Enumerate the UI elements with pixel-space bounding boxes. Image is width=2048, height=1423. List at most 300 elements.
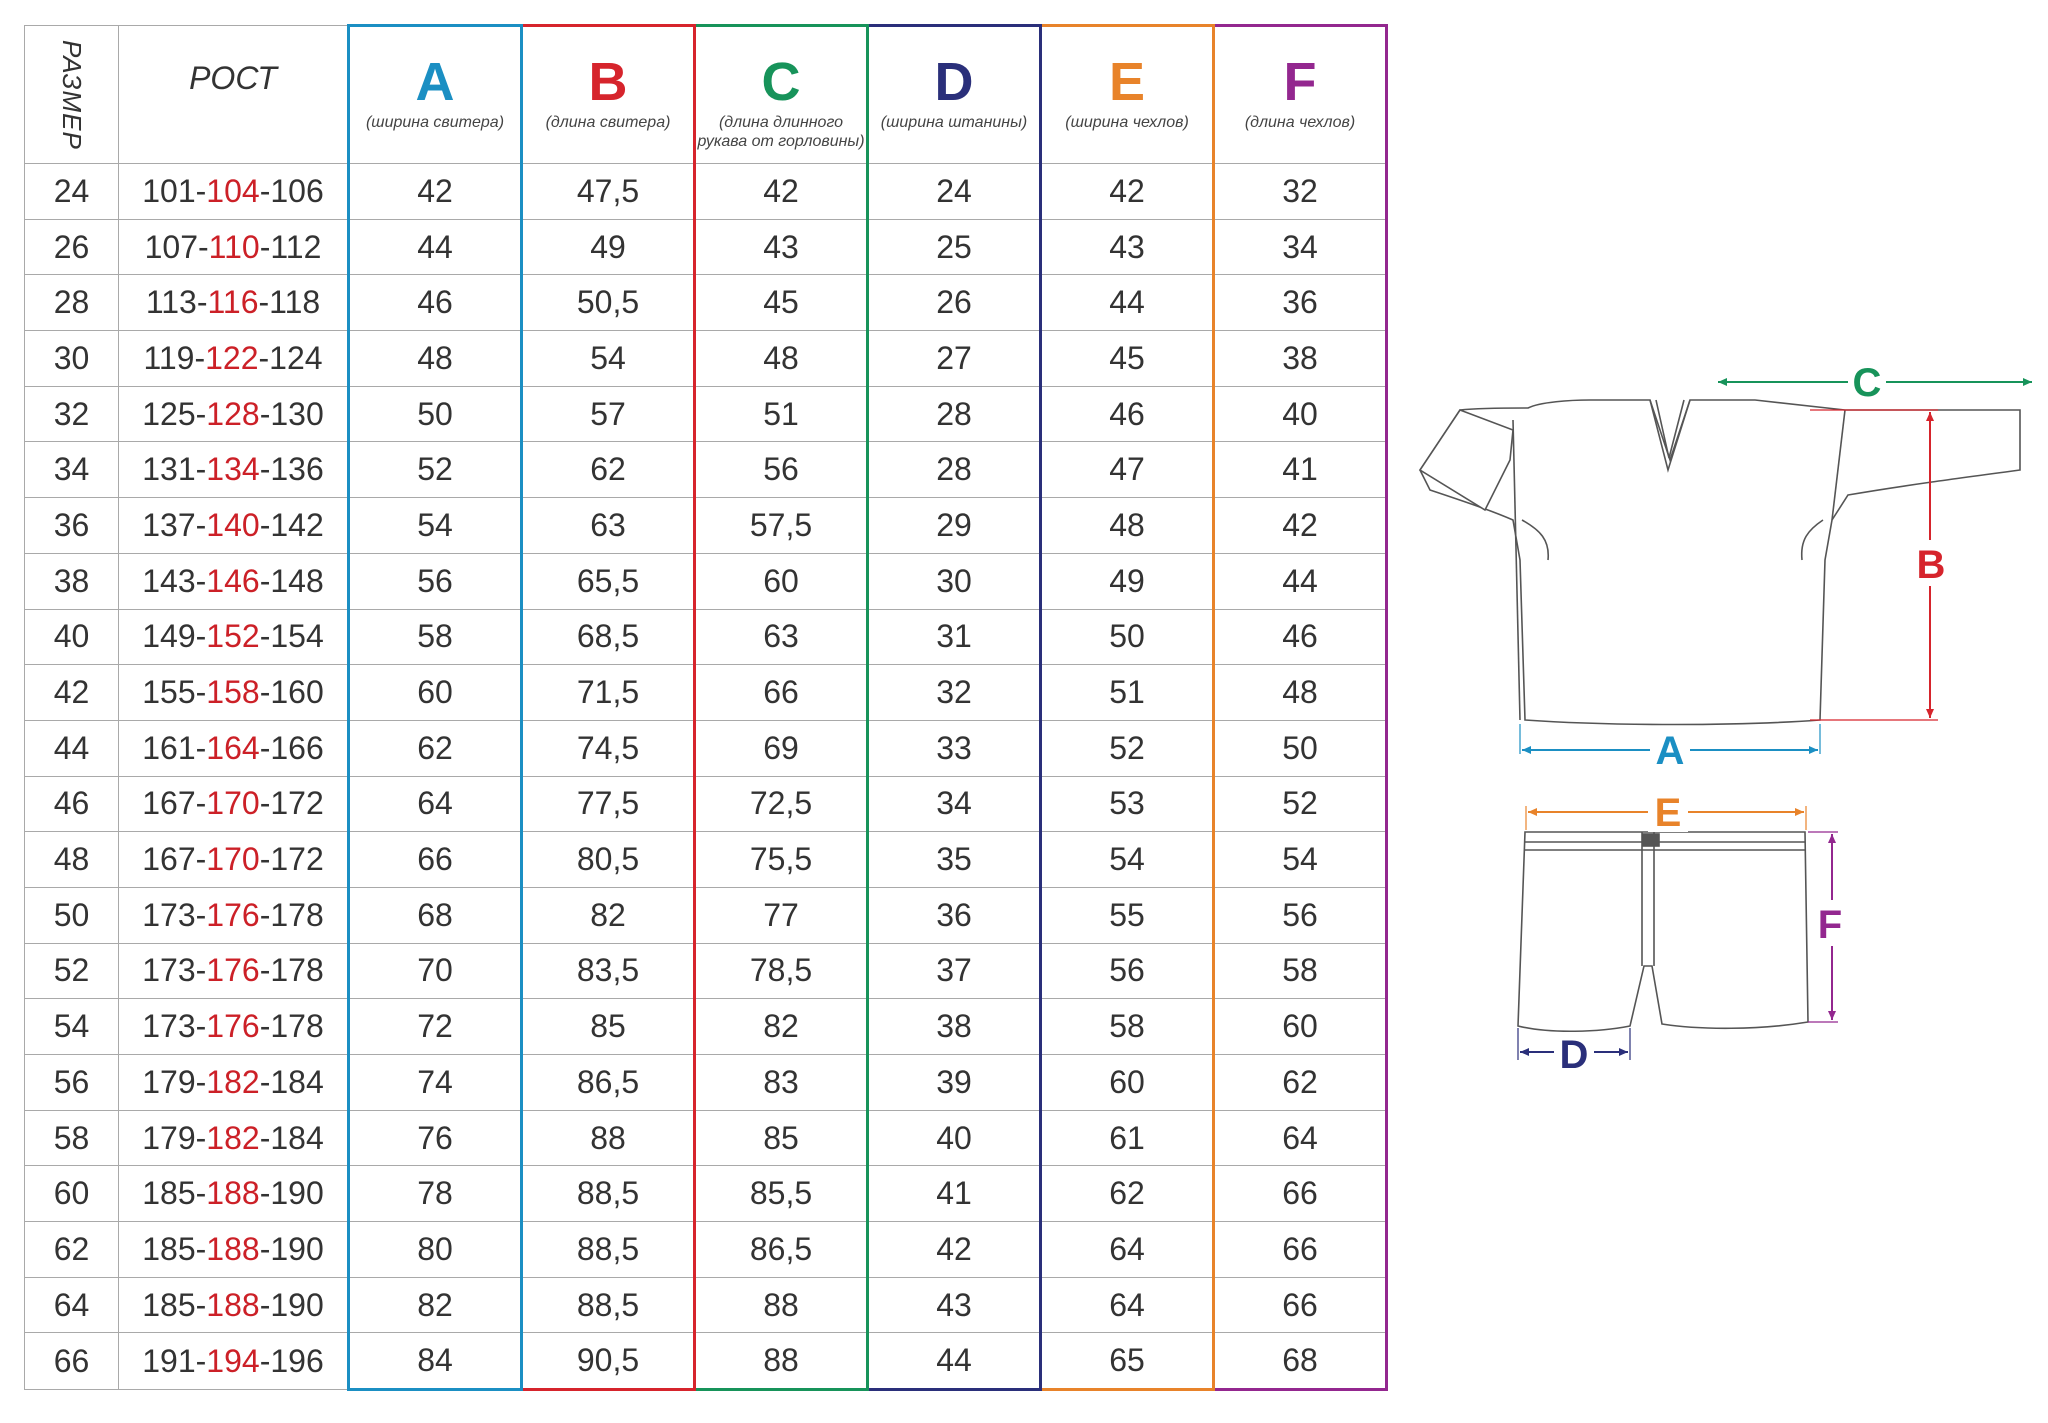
height-dash: - (195, 618, 207, 655)
measure-c-cell: 85 (695, 1110, 868, 1166)
measure-e-cell: 53 (1041, 776, 1214, 832)
column-letter-f: F (1283, 52, 1317, 112)
measure-c-cell: 56 (695, 442, 868, 498)
height-cell (119, 498, 349, 554)
height-mid: 122 (205, 339, 259, 376)
height-mid: 176 (206, 952, 260, 989)
measure-b-cell: 85 (522, 999, 695, 1055)
table-row (25, 219, 1387, 275)
size-cell: 24 (25, 164, 119, 220)
size-cell: 30 (25, 331, 119, 387)
measure-b-cell: 82 (522, 887, 695, 943)
height-dash: - (195, 1063, 207, 1100)
height-mid: 176 (206, 896, 260, 933)
column-note-c: (длина длинного рукава от горловины) (697, 114, 865, 150)
measure-b-cell: 50,5 (522, 275, 695, 331)
size-cell: 64 (25, 1277, 119, 1333)
label-e: E (1654, 791, 1682, 835)
height-dash: - (195, 1008, 207, 1045)
measure-b-cell: 88,5 (522, 1222, 695, 1278)
height-mid: 182 (206, 1063, 260, 1100)
measure-b-cell: 65,5 (522, 553, 695, 609)
height-mid: 188 (206, 1286, 260, 1323)
measure-f-cell: 41 (1214, 442, 1387, 498)
height-max: 190 (270, 1175, 324, 1212)
measure-d-cell: 27 (868, 331, 1041, 387)
measure-e-cell: 52 (1041, 720, 1214, 776)
height-dash: - (259, 841, 271, 878)
measure-d-cell: 28 (868, 442, 1041, 498)
measure-c-cell: 85,5 (695, 1166, 868, 1222)
measure-a-cell: 80 (349, 1222, 522, 1278)
height-mid: 146 (206, 562, 260, 599)
height-mid: 104 (206, 172, 260, 209)
measure-c-cell: 69 (695, 720, 868, 776)
measure-d-cell: 37 (868, 943, 1041, 999)
measure-d-cell: 24 (868, 164, 1041, 220)
height-dash: - (259, 228, 271, 265)
height-min: 185 (142, 1175, 196, 1212)
label-d: D (1559, 1033, 1589, 1077)
table-row (25, 386, 1387, 442)
measure-a-cell: 58 (349, 609, 522, 665)
measure-e-cell: 51 (1041, 665, 1214, 721)
height-mid: 140 (206, 506, 260, 543)
height-dash: - (195, 395, 207, 432)
table-body (25, 164, 1387, 1390)
height-cell (119, 1055, 349, 1111)
column-header-b (522, 26, 695, 164)
height-mid: 182 (206, 1119, 260, 1156)
height-min: 149 (142, 618, 196, 655)
height-cell (119, 219, 349, 275)
height-dash: - (259, 562, 271, 599)
measure-f-cell: 52 (1214, 776, 1387, 832)
measure-d-cell: 42 (868, 1222, 1041, 1278)
size-cell: 40 (25, 609, 119, 665)
height-mid: 170 (206, 841, 260, 878)
height-dash: - (258, 339, 270, 376)
measure-e-cell: 50 (1041, 609, 1214, 665)
measure-a-cell: 48 (349, 331, 522, 387)
size-cell: 34 (25, 442, 119, 498)
size-cell: 54 (25, 999, 119, 1055)
height-mid: 110 (208, 228, 260, 265)
measure-b-cell: 57 (522, 386, 695, 442)
measure-f-cell: 66 (1214, 1166, 1387, 1222)
measure-e-cell: 45 (1041, 331, 1214, 387)
table-row (25, 1055, 1387, 1111)
column-header-c (695, 26, 868, 164)
measure-b-cell: 47,5 (522, 164, 695, 220)
header-row (25, 26, 1387, 164)
height-max: 112 (270, 228, 322, 265)
measure-f-cell: 34 (1214, 219, 1387, 275)
measure-e-cell: 60 (1041, 1055, 1214, 1111)
height-min: 185 (142, 1230, 196, 1267)
height-dash: - (196, 284, 208, 321)
measure-f-cell: 50 (1214, 720, 1387, 776)
measure-d-cell: 31 (868, 609, 1041, 665)
height-cell (119, 999, 349, 1055)
dimension-d (1518, 1028, 1630, 1077)
measure-a-cell: 54 (349, 498, 522, 554)
table-row (25, 776, 1387, 832)
height-dash: - (259, 952, 271, 989)
measure-b-cell: 49 (522, 219, 695, 275)
measure-b-cell: 63 (522, 498, 695, 554)
dimension-f (1808, 832, 1848, 1022)
table-row (25, 832, 1387, 888)
measure-e-cell: 55 (1041, 887, 1214, 943)
measure-c-cell: 43 (695, 219, 868, 275)
size-cell: 60 (25, 1166, 119, 1222)
height-max: 184 (270, 1119, 324, 1156)
height-max: 160 (270, 674, 324, 711)
measure-e-cell: 58 (1041, 999, 1214, 1055)
table-row (25, 275, 1387, 331)
measure-e-cell: 64 (1041, 1277, 1214, 1333)
size-cell: 38 (25, 553, 119, 609)
measure-c-cell: 77 (695, 887, 868, 943)
height-dash: - (259, 785, 271, 822)
measure-e-cell: 62 (1041, 1166, 1214, 1222)
height-dash: - (195, 1230, 207, 1267)
height-cell (119, 720, 349, 776)
measure-e-cell: 54 (1041, 832, 1214, 888)
height-dash: - (195, 451, 207, 488)
table-row (25, 887, 1387, 943)
measure-e-cell: 49 (1041, 553, 1214, 609)
height-cell (119, 553, 349, 609)
measure-f-cell: 66 (1214, 1222, 1387, 1278)
measure-f-cell: 66 (1214, 1277, 1387, 1333)
measure-d-cell: 28 (868, 386, 1041, 442)
height-dash: - (259, 1286, 271, 1323)
measure-a-cell: 66 (349, 832, 522, 888)
height-cell (119, 331, 349, 387)
measure-a-cell: 62 (349, 720, 522, 776)
measure-a-cell: 70 (349, 943, 522, 999)
measure-a-cell: 42 (349, 164, 522, 220)
height-dash: - (195, 562, 207, 599)
column-letter-a: A (415, 52, 455, 112)
measure-a-cell: 52 (349, 442, 522, 498)
height-min: 167 (142, 785, 196, 822)
height-dash: - (259, 618, 271, 655)
height-mid: 194 (206, 1342, 260, 1379)
height-max: 196 (270, 1342, 324, 1379)
measure-a-cell: 44 (349, 219, 522, 275)
height-dash: - (195, 1119, 207, 1156)
table-row (25, 498, 1387, 554)
table-row (25, 943, 1387, 999)
measure-d-cell: 32 (868, 665, 1041, 721)
table-row (25, 442, 1387, 498)
measure-e-cell: 47 (1041, 442, 1214, 498)
measure-b-cell: 80,5 (522, 832, 695, 888)
height-max: 184 (270, 1063, 324, 1100)
size-cell: 62 (25, 1222, 119, 1278)
height-mid: 128 (206, 395, 260, 432)
height-mid: 188 (206, 1175, 260, 1212)
measure-c-cell: 88 (695, 1333, 868, 1390)
size-cell: 52 (25, 943, 119, 999)
height-min: 131 (142, 451, 196, 488)
height-min: 125 (142, 395, 196, 432)
height-max: 124 (269, 339, 323, 376)
height-max: 142 (270, 506, 324, 543)
measure-f-cell: 46 (1214, 609, 1387, 665)
height-cell (119, 275, 349, 331)
column-letter-c: C (761, 52, 801, 112)
height-min: 173 (142, 1008, 196, 1045)
measure-f-cell: 38 (1214, 331, 1387, 387)
measure-a-cell: 82 (349, 1277, 522, 1333)
measure-b-cell: 86,5 (522, 1055, 695, 1111)
size-cell: 42 (25, 665, 119, 721)
height-dash: - (195, 841, 207, 878)
measure-b-cell: 71,5 (522, 665, 695, 721)
height-dash: - (195, 729, 207, 766)
dimension-a (1520, 724, 1820, 773)
measure-b-cell: 74,5 (522, 720, 695, 776)
measure-a-cell: 84 (349, 1333, 522, 1390)
measure-b-cell: 54 (522, 331, 695, 387)
measure-b-cell: 88 (522, 1110, 695, 1166)
column-letter-b: B (588, 52, 628, 112)
measure-d-cell: 33 (868, 720, 1041, 776)
measure-f-cell: 62 (1214, 1055, 1387, 1111)
size-cell: 66 (25, 1333, 119, 1390)
measure-c-cell: 66 (695, 665, 868, 721)
height-dash: - (195, 952, 207, 989)
height-min: 185 (142, 1286, 196, 1323)
height-dash: - (259, 896, 271, 933)
height-min: 173 (142, 896, 196, 933)
height-min: 173 (142, 952, 196, 989)
height-dash: - (195, 172, 207, 209)
measure-a-cell: 68 (349, 887, 522, 943)
table-row (25, 553, 1387, 609)
measure-b-cell: 90,5 (522, 1333, 695, 1390)
table-row (25, 665, 1387, 721)
height-dash: - (195, 506, 207, 543)
height-dash: - (258, 284, 270, 321)
table-row (25, 164, 1387, 220)
measure-a-cell: 46 (349, 275, 522, 331)
measure-c-cell: 63 (695, 609, 868, 665)
column-header-a (349, 26, 522, 164)
size-cell: 56 (25, 1055, 119, 1111)
height-cell (119, 609, 349, 665)
measure-d-cell: 41 (868, 1166, 1041, 1222)
height-dash: - (259, 1175, 271, 1212)
measure-e-cell: 46 (1041, 386, 1214, 442)
height-dash: - (195, 1286, 207, 1323)
height-dash: - (195, 1175, 207, 1212)
height-mid: 158 (206, 674, 260, 711)
size-cell: 26 (25, 219, 119, 275)
label-b: B (1916, 543, 1946, 587)
measure-d-cell: 30 (868, 553, 1041, 609)
measure-d-cell: 35 (868, 832, 1041, 888)
measure-d-cell: 39 (868, 1055, 1041, 1111)
height-max: 148 (270, 562, 324, 599)
column-note-e: (ширина чехлов) (1065, 114, 1189, 131)
measure-c-cell: 83 (695, 1055, 868, 1111)
size-cell: 50 (25, 887, 119, 943)
height-cell (119, 386, 349, 442)
measure-a-cell: 72 (349, 999, 522, 1055)
height-min: 191 (142, 1342, 196, 1379)
height-dash: - (194, 339, 206, 376)
measure-d-cell: 29 (868, 498, 1041, 554)
height-min: 167 (142, 841, 196, 878)
measure-f-cell: 60 (1214, 999, 1387, 1055)
table-row (25, 1110, 1387, 1166)
height-max: 106 (270, 172, 324, 209)
table-row (25, 1222, 1387, 1278)
column-note-a: (ширина свитера) (365, 114, 505, 131)
measure-a-cell: 76 (349, 1110, 522, 1166)
measure-b-cell: 62 (522, 442, 695, 498)
height-mid: 188 (206, 1230, 260, 1267)
table-row (25, 720, 1387, 776)
height-cell (119, 1222, 349, 1278)
measure-a-cell: 56 (349, 553, 522, 609)
label-a: A (1655, 729, 1685, 773)
dimension-c (1718, 360, 2032, 405)
measure-f-cell: 36 (1214, 275, 1387, 331)
measure-e-cell: 65 (1041, 1333, 1214, 1390)
measure-c-cell: 82 (695, 999, 868, 1055)
size-cell: 32 (25, 386, 119, 442)
measure-f-cell: 56 (1214, 887, 1387, 943)
height-dash: - (259, 506, 271, 543)
shorts-outline (1518, 832, 1808, 1031)
column-note-f: (длина чехлов) (1244, 114, 1356, 131)
measure-d-cell: 40 (868, 1110, 1041, 1166)
height-dash: - (259, 1063, 271, 1100)
height-max: 136 (270, 451, 324, 488)
measure-a-cell: 60 (349, 665, 522, 721)
height-max: 178 (270, 952, 324, 989)
height-mid: 152 (206, 618, 260, 655)
height-cell (119, 832, 349, 888)
height-min: 113 (145, 284, 197, 321)
measure-c-cell: 57,5 (695, 498, 868, 554)
measure-f-cell: 54 (1214, 832, 1387, 888)
height-dash: - (259, 395, 271, 432)
dimension-e (1526, 790, 1806, 835)
size-cell: 36 (25, 498, 119, 554)
measure-d-cell: 25 (868, 219, 1041, 275)
measure-a-cell: 64 (349, 776, 522, 832)
column-header-d (868, 26, 1041, 164)
size-cell: 58 (25, 1110, 119, 1166)
height-min: 101 (142, 172, 196, 209)
height-dash: - (259, 172, 271, 209)
height-cell (119, 1333, 349, 1390)
height-dash: - (195, 896, 207, 933)
size-cell: 46 (25, 776, 119, 832)
height-dash: - (259, 1230, 271, 1267)
height-min: 161 (142, 729, 196, 766)
table-row (25, 1277, 1387, 1333)
size-chart-table (24, 24, 1388, 1391)
height-max: 172 (270, 785, 324, 822)
measure-e-cell: 43 (1041, 219, 1214, 275)
column-letter-e: E (1108, 52, 1146, 112)
height-cell (119, 776, 349, 832)
height-max: 130 (270, 395, 324, 432)
measure-f-cell: 32 (1214, 164, 1387, 220)
height-cell (119, 1277, 349, 1333)
height-max: 166 (270, 729, 324, 766)
measure-a-cell: 78 (349, 1166, 522, 1222)
table-row (25, 1333, 1387, 1390)
size-cell: 28 (25, 275, 119, 331)
measure-c-cell: 45 (695, 275, 868, 331)
measure-c-cell: 51 (695, 386, 868, 442)
height-cell (119, 943, 349, 999)
measure-f-cell: 48 (1214, 665, 1387, 721)
table-row (25, 331, 1387, 387)
label-c: C (1852, 361, 1882, 405)
measure-c-cell: 60 (695, 553, 868, 609)
height-max: 178 (270, 896, 324, 933)
measure-b-cell: 77,5 (522, 776, 695, 832)
measure-e-cell: 42 (1041, 164, 1214, 220)
measure-b-cell: 88,5 (522, 1166, 695, 1222)
size-cell: 44 (25, 720, 119, 776)
height-column-header (119, 26, 349, 164)
measure-d-cell: 34 (868, 776, 1041, 832)
height-cell (119, 665, 349, 721)
column-header-e (1041, 26, 1214, 164)
height-cell (119, 887, 349, 943)
measure-c-cell: 88 (695, 1277, 868, 1333)
height-mid: 134 (206, 451, 260, 488)
table-row (25, 609, 1387, 665)
height-dash: - (195, 674, 207, 711)
height-dash: - (195, 1342, 207, 1379)
measure-a-cell: 74 (349, 1055, 522, 1111)
height-dash: - (259, 451, 271, 488)
height-cell (119, 442, 349, 498)
height-min: 179 (142, 1119, 196, 1156)
measure-c-cell: 78,5 (695, 943, 868, 999)
column-note-d: (ширина штанины) (880, 114, 1028, 131)
height-min: 179 (142, 1063, 196, 1100)
measure-e-cell: 64 (1041, 1222, 1214, 1278)
measure-c-cell: 75,5 (695, 832, 868, 888)
size-cell: 48 (25, 832, 119, 888)
height-header-label: РОСТ (189, 60, 277, 96)
height-mid: 164 (206, 729, 260, 766)
measure-b-cell: 88,5 (522, 1277, 695, 1333)
table-row (25, 999, 1387, 1055)
measure-c-cell: 72,5 (695, 776, 868, 832)
measure-d-cell: 43 (868, 1277, 1041, 1333)
measure-f-cell: 58 (1214, 943, 1387, 999)
column-header-f (1214, 26, 1387, 164)
measure-b-cell: 83,5 (522, 943, 695, 999)
measure-f-cell: 40 (1214, 386, 1387, 442)
height-dash: - (195, 785, 207, 822)
size-header-label: РАЗМЕР (57, 40, 87, 150)
